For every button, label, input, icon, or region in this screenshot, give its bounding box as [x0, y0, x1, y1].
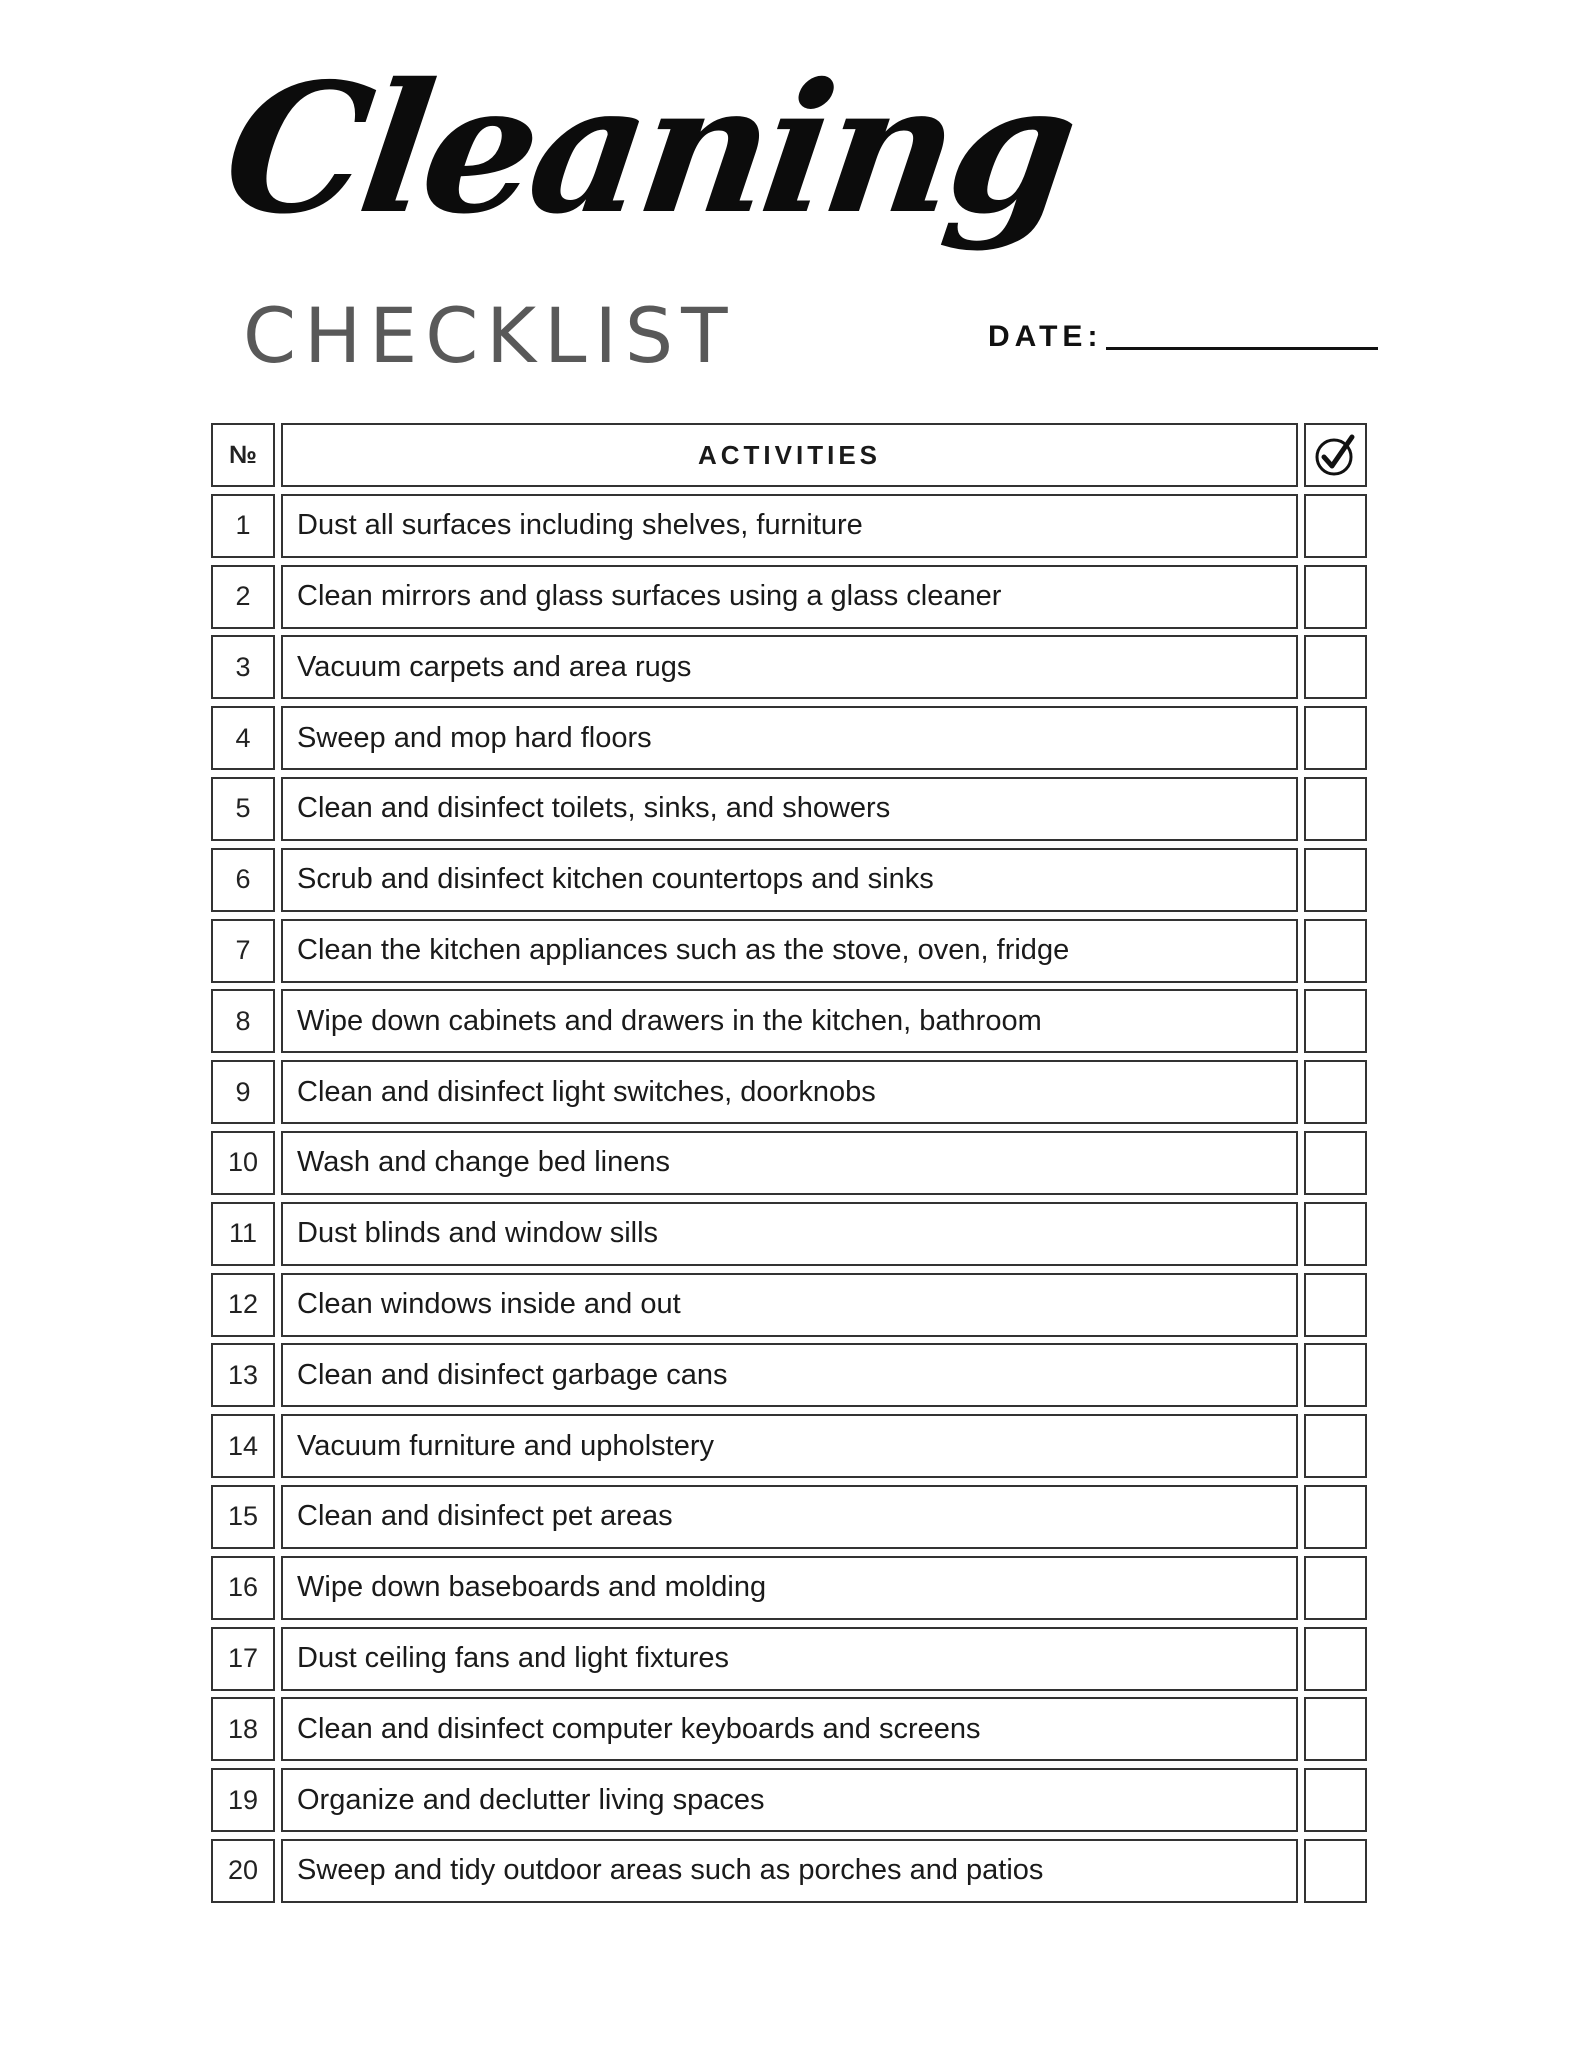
- row-number: 1: [211, 494, 275, 558]
- row-checkbox[interactable]: [1304, 1485, 1367, 1549]
- row-checkbox[interactable]: [1304, 1556, 1367, 1620]
- table-row: [211, 1768, 1367, 1832]
- table-row: [211, 919, 1367, 983]
- row-checkbox[interactable]: [1304, 1627, 1367, 1691]
- row-activity: Clean the kitchen appliances such as the stove, oven, fridge: [281, 919, 1298, 983]
- row-checkbox[interactable]: [1304, 1697, 1367, 1761]
- row-checkbox[interactable]: [1304, 1343, 1367, 1407]
- row-activity: Wash and change bed linens: [281, 1131, 1298, 1195]
- checklist-table: [211, 423, 1367, 1910]
- table-row: [211, 1839, 1367, 1903]
- row-checkbox[interactable]: [1304, 1768, 1367, 1832]
- date-input-line[interactable]: [1106, 347, 1378, 350]
- table-row: [211, 1202, 1367, 1266]
- table-row: [211, 1556, 1367, 1620]
- row-activity: Vacuum carpets and area rugs: [281, 635, 1298, 699]
- row-number: 2: [211, 565, 275, 629]
- row-number: 7: [211, 919, 275, 983]
- row-activity: Clean and disinfect garbage cans: [281, 1343, 1298, 1407]
- header-check: [1304, 423, 1367, 487]
- row-number: 19: [211, 1768, 275, 1832]
- check-circle-icon: [1312, 431, 1360, 479]
- date-label: DATE:: [988, 320, 1103, 353]
- row-number: 3: [211, 635, 275, 699]
- row-number: 16: [211, 1556, 275, 1620]
- table-row: [211, 1627, 1367, 1691]
- row-checkbox[interactable]: [1304, 1060, 1367, 1124]
- table-row: [211, 1485, 1367, 1549]
- row-checkbox[interactable]: [1304, 1414, 1367, 1478]
- row-checkbox[interactable]: [1304, 1202, 1367, 1266]
- row-checkbox[interactable]: [1304, 777, 1367, 841]
- row-number: 4: [211, 706, 275, 770]
- row-activity: Clean mirrors and glass surfaces using a glass cleaner: [281, 565, 1298, 629]
- row-activity: Clean windows inside and out: [281, 1273, 1298, 1337]
- row-checkbox[interactable]: [1304, 565, 1367, 629]
- row-checkbox[interactable]: [1304, 919, 1367, 983]
- row-activity: Vacuum furniture and upholstery: [281, 1414, 1298, 1478]
- row-activity: Clean and disinfect toilets, sinks, and showers: [281, 777, 1298, 841]
- header-number: №: [211, 423, 275, 487]
- row-activity: Clean and disinfect light switches, doorknobs: [281, 1060, 1298, 1124]
- table-row: [211, 1343, 1367, 1407]
- table-row: [211, 494, 1367, 558]
- row-number: 15: [211, 1485, 275, 1549]
- row-checkbox[interactable]: [1304, 494, 1367, 558]
- table-row: [211, 848, 1367, 912]
- row-activity: Wipe down baseboards and molding: [281, 1556, 1298, 1620]
- title-script: Cleaning: [213, 44, 1084, 253]
- table-row: [211, 777, 1367, 841]
- table-row: [211, 1131, 1367, 1195]
- row-activity: Dust all surfaces including shelves, furniture: [281, 494, 1298, 558]
- row-checkbox[interactable]: [1304, 1273, 1367, 1337]
- row-activity: Sweep and tidy outdoor areas such as porches and patios: [281, 1839, 1298, 1903]
- table-row: [211, 1273, 1367, 1337]
- row-activity: Clean and disinfect computer keyboards and screens: [281, 1697, 1298, 1761]
- row-activity: Sweep and mop hard floors: [281, 706, 1298, 770]
- row-number: 5: [211, 777, 275, 841]
- row-activity: Clean and disinfect pet areas: [281, 1485, 1298, 1549]
- table-header-row: [211, 423, 1367, 487]
- row-number: 20: [211, 1839, 275, 1903]
- row-activity: Wipe down cabinets and drawers in the kitchen, bathroom: [281, 989, 1298, 1053]
- row-activity: Dust blinds and window sills: [281, 1202, 1298, 1266]
- row-checkbox[interactable]: [1304, 848, 1367, 912]
- table-row: [211, 1060, 1367, 1124]
- row-checkbox[interactable]: [1304, 989, 1367, 1053]
- row-number: 13: [211, 1343, 275, 1407]
- table-row: [211, 635, 1367, 699]
- row-checkbox[interactable]: [1304, 706, 1367, 770]
- row-number: 14: [211, 1414, 275, 1478]
- row-activity: Organize and declutter living spaces: [281, 1768, 1298, 1832]
- row-number: 17: [211, 1627, 275, 1691]
- header-activities: ACTIVITIES: [281, 423, 1298, 487]
- row-checkbox[interactable]: [1304, 635, 1367, 699]
- title-checklist: CHECKLIST: [243, 291, 736, 380]
- row-activity: Dust ceiling fans and light fixtures: [281, 1627, 1298, 1691]
- table-row: [211, 706, 1367, 770]
- row-checkbox[interactable]: [1304, 1839, 1367, 1903]
- row-number: 11: [211, 1202, 275, 1266]
- row-number: 10: [211, 1131, 275, 1195]
- table-row: [211, 1697, 1367, 1761]
- row-number: 12: [211, 1273, 275, 1337]
- row-activity: Scrub and disinfect kitchen countertops and sinks: [281, 848, 1298, 912]
- row-number: 8: [211, 989, 275, 1053]
- row-number: 18: [211, 1697, 275, 1761]
- row-number: 6: [211, 848, 275, 912]
- row-checkbox[interactable]: [1304, 1131, 1367, 1195]
- table-row: [211, 1414, 1367, 1478]
- table-row: [211, 989, 1367, 1053]
- date-field: [988, 322, 1378, 352]
- table-row: [211, 565, 1367, 629]
- row-number: 9: [211, 1060, 275, 1124]
